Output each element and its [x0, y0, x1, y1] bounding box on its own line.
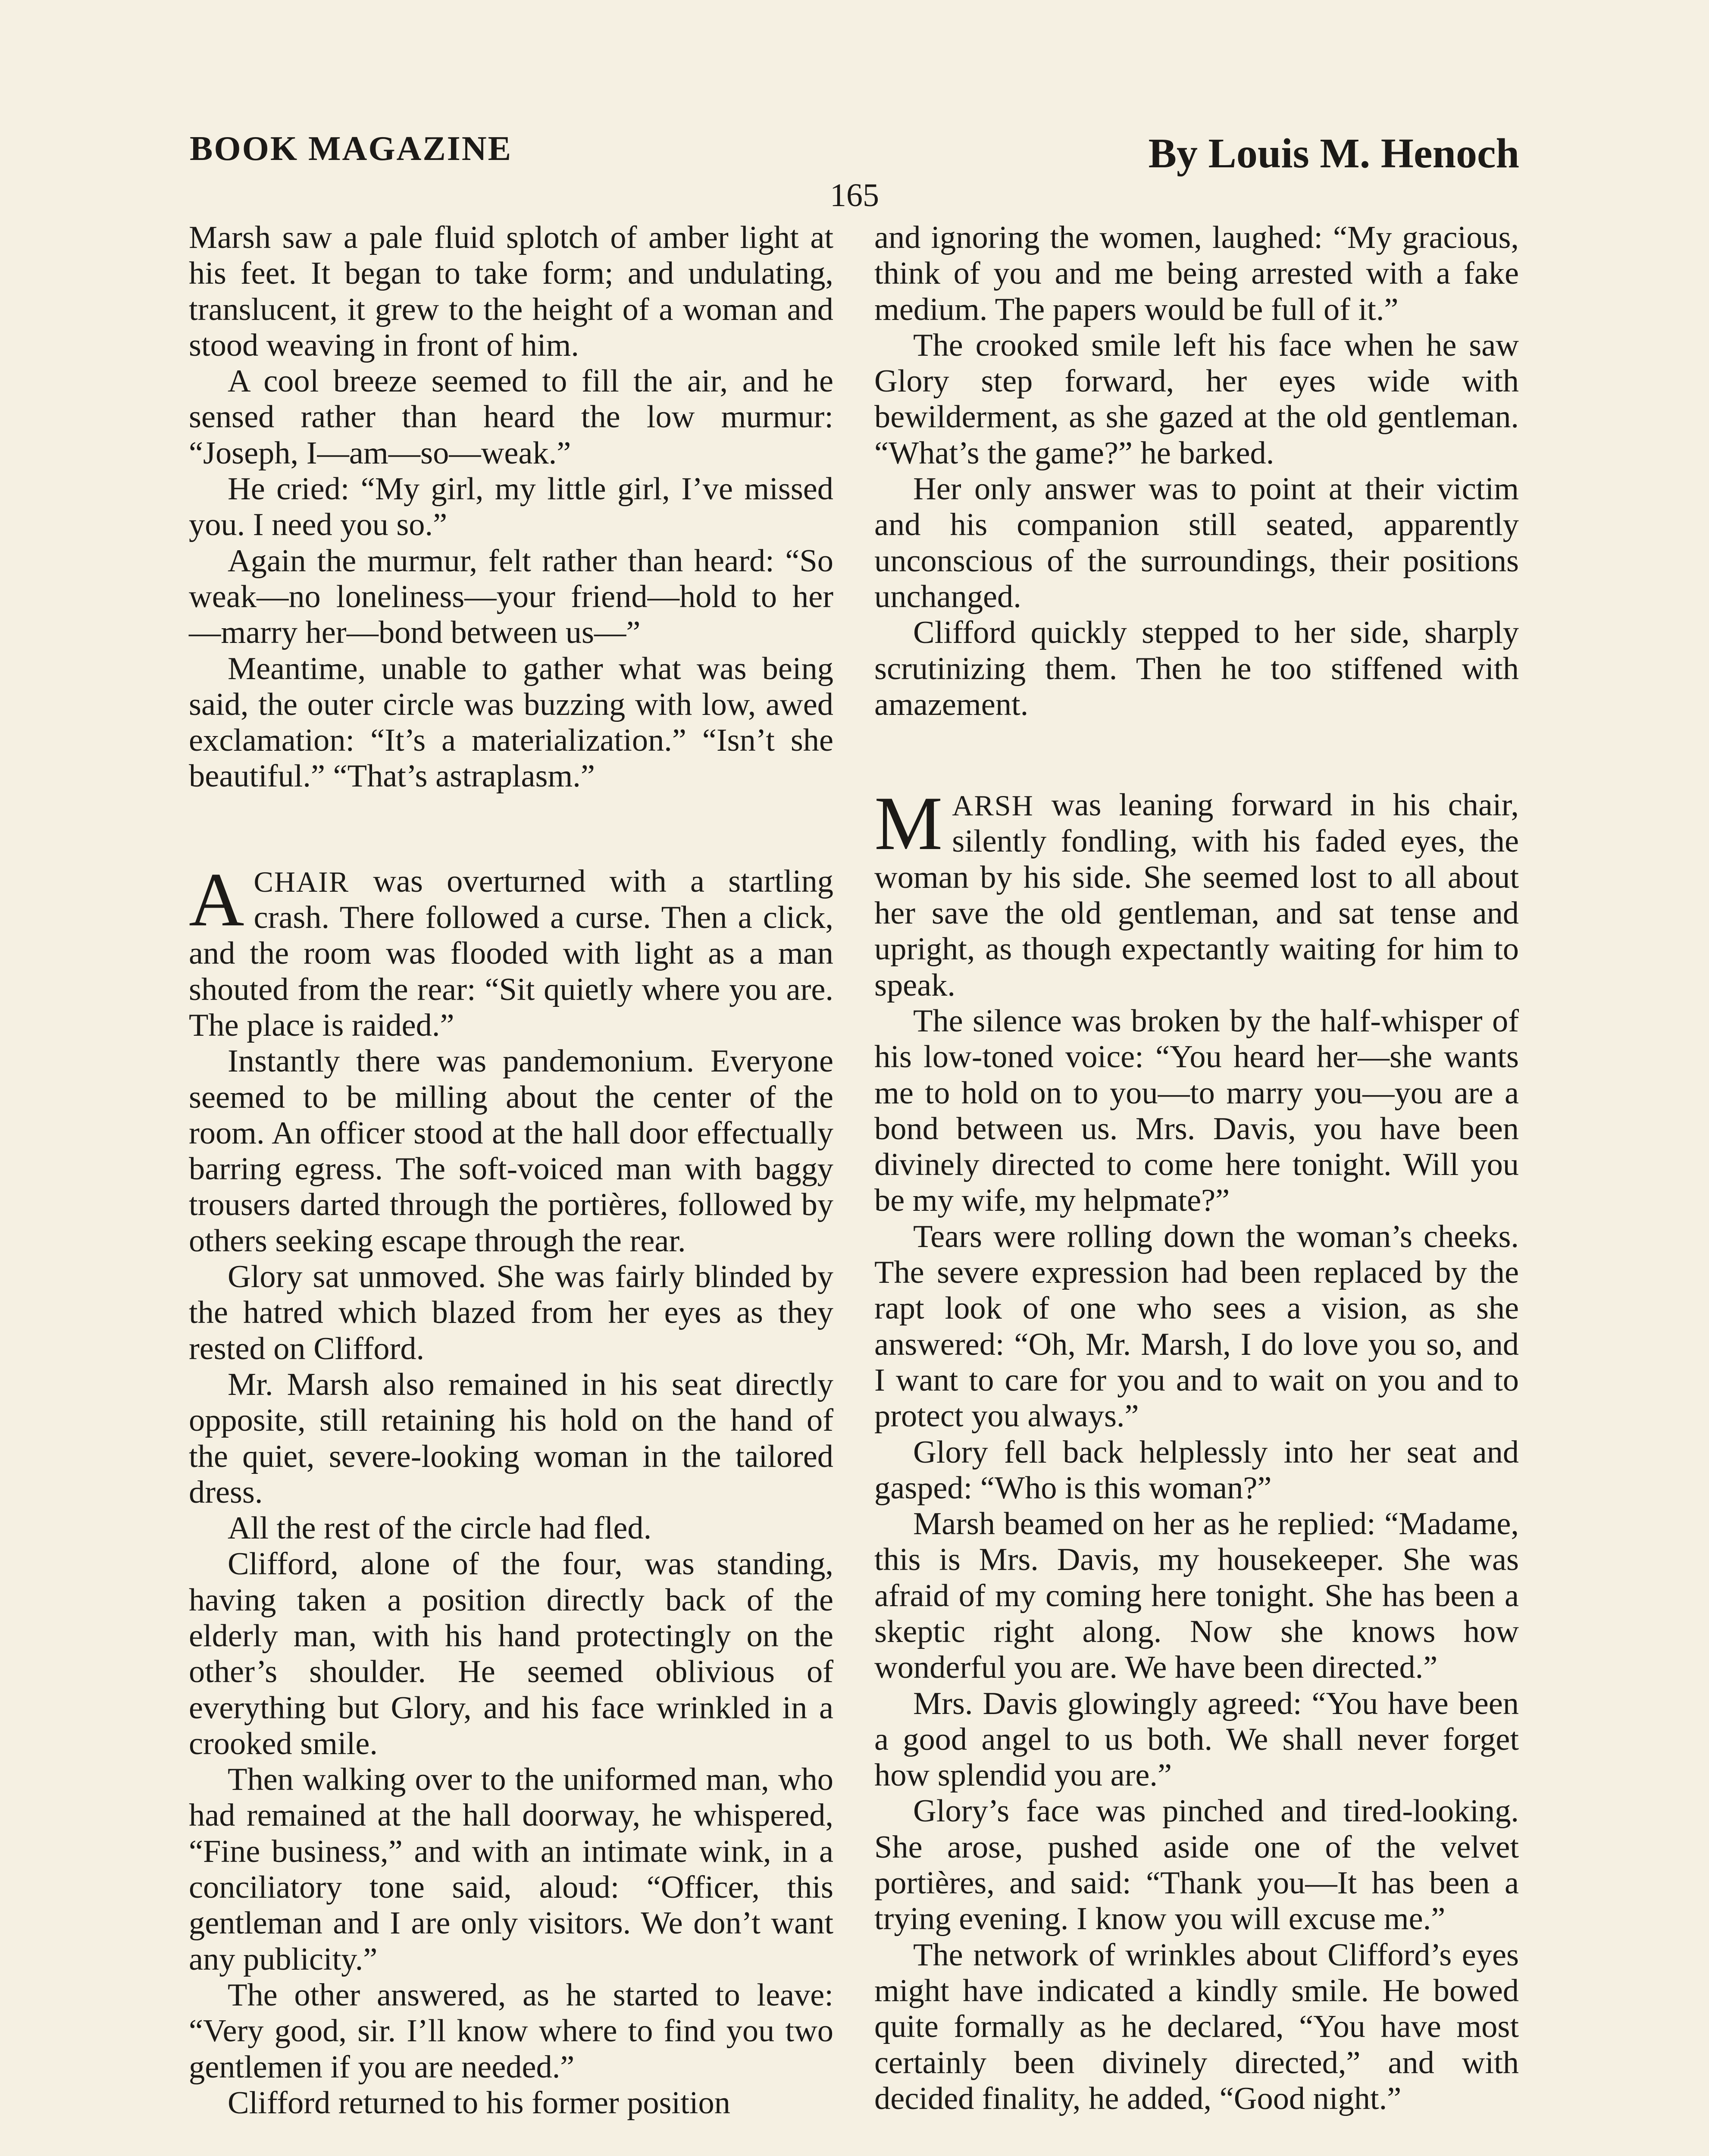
paragraph: A cool breeze seemed to fill the air, and he sensed rather than heard the low murmur: “Joseph, I—am—so—weak.” — [189, 364, 833, 471]
text-column-right — [874, 220, 1519, 2117]
small-caps-word: CHAIR — [254, 865, 350, 898]
paragraph: Meantime, unable to gather what was being said, the outer circle was buzzing with low, awed exclamation: “It’s a materialization.” “Isn’t she beautiful.” “That’s astraplasm.” — [189, 651, 833, 794]
paragraph: The network of wrinkles about Clifford’s eyes might have indicated a kindly smile. He bowed quite formally as he declared, “You have most certainly been divinely directed,” and with decided finality, he added, “Good night.” — [874, 1937, 1519, 2116]
section-opening-text: was leaning forward in his chair, silently fondling, with his faded eyes, the woman by his side. She seemed lost to all about her save the old gentleman, and sat tense and upright, as though expectantly waiting for him to speak. — [874, 787, 1519, 1003]
paragraph: Glory’s face was pinched and tired-looking. She arose, pushed aside one of the velvet portières, and said: “Thank you—It has been a trying evening. I know you will excuse me.” — [874, 1793, 1519, 1937]
small-caps-word: ARSH — [952, 789, 1034, 822]
text-column-left — [189, 220, 833, 2121]
paragraph: He cried: “My girl, my little girl, I’ve missed you. I need you so.” — [189, 471, 833, 543]
paragraph: Glory sat unmoved. She was fairly blinded by the hatred which blazed from her eyes as they rested on Clifford. — [189, 1259, 833, 1366]
paragraph: Her only answer was to point at their victim and his companion still seated, apparently unconscious of the surroundings, their positions unchanged. — [874, 471, 1519, 614]
paragraph: Mrs. Davis glowingly agreed: “You have been a good angel to us both. We shall never forget how splendid you are.” — [874, 1686, 1519, 1793]
paragraph-continuation: Then a click, and the room was flooded with light as a man shouted from the rear: “Sit quietly where you are. The place is raided.” — [189, 900, 833, 1043]
paragraph: The silence was broken by the half-whisper of his low-toned voice: “You heard her—she wants me to hold on to you—to marry you—you are a bond between us. Mrs. Davis, you have been divinely directed to come here tonight. Will you be my wife, my helpmate?” — [874, 1003, 1519, 1219]
section-opening-paragraph — [189, 856, 833, 1044]
paragraph: All the rest of the circle had fled. — [228, 1510, 652, 1546]
section-opening-paragraph — [874, 780, 1519, 1003]
magazine-title: BOOK MAGAZINE — [190, 130, 512, 168]
section-opening-text: was overturned with a startling crash. There followed a curse. — [254, 863, 833, 936]
paragraph: Marsh beamed on her as he replied: “Madame, this is Mrs. Davis, my housekeeper. She was afraid of my coming here tonight. She has been a skeptic right along. Now she knows how wonderful you are. We have been directed.” — [874, 1506, 1519, 1686]
paragraph: Glory fell back helplessly into her seat and gasped: “Who is this woman?” — [874, 1434, 1519, 1506]
paragraph: and ignoring the women, laughed: “My gracious, think of you and me being arrested with a fake medium. The papers would be full of it.” — [874, 220, 1519, 327]
paragraph: Tears were rolling down the woman’s cheeks. The severe expression had been replaced by the rapt look of one who sees a vision, as she answered: “Oh, Mr. Marsh, I do love you so, and I want to care for you and to wait on you and to protect you always.” — [874, 1219, 1519, 1434]
page-number: 165 — [830, 177, 879, 213]
paragraph: Clifford quickly stepped to her side, sharply scrutinizing them. Then he too stiffened with amazement. — [874, 615, 1519, 722]
paragraph: Marsh saw a pale fluid splotch of amber light at his feet. It began to take form; and undulating, translucent, it grew to the height of a woman and stood weaving in front of him. — [189, 220, 833, 363]
paragraph: The crooked smile left his face when he saw Glory step forward, her eyes wide with bewilderment, as she gazed at the old gentleman. “What’s the game?” he barked. — [874, 327, 1519, 471]
paragraph: Instantly there was pandemonium. Everyone seemed to be milling about the center of the room. An officer stood at the hall door effectually barring egress. The soft-voiced man with baggy trousers darted through the portières, followed by others seeking escape through the rear. — [189, 1044, 833, 1259]
paragraph: The other answered, as he started to leave: “Very good, sir. I’ll know where to find you two gentlemen if you are needed.” — [189, 1977, 833, 2085]
paragraph: Again the murmur, felt rather than heard: “So weak—no loneliness—your friend—hold to her—marry her—bond between us—” — [189, 543, 833, 651]
paragraph: Clifford returned to his former position — [228, 2085, 730, 2121]
drop-cap: M — [874, 780, 943, 866]
paragraph: Then walking over to the uniformed man, who had remained at the hall doorway, he whispered, “Fine business,” and with an intimate wink, in a conciliatory tone said, aloud: “Officer, this gentleman and I are only visitors. We don’t want any publicity.” — [189, 1762, 833, 1977]
paragraph: Mr. Marsh also remained in his seat directly opposite, still retaining his hold on the hand of the quiet, severe-looking woman in the tailored dress. — [189, 1366, 833, 1510]
paragraph: Clifford, alone of the four, was standing, having taken a position directly back of the elderly man, with his hand protectingly on the other’s shoulder. He seemed oblivious of everything but Glory, and his face wrinkled in a crooked smile. — [189, 1546, 833, 1761]
drop-cap: A — [189, 856, 244, 942]
author-byline: By Louis M. Henoch — [1148, 130, 1519, 177]
